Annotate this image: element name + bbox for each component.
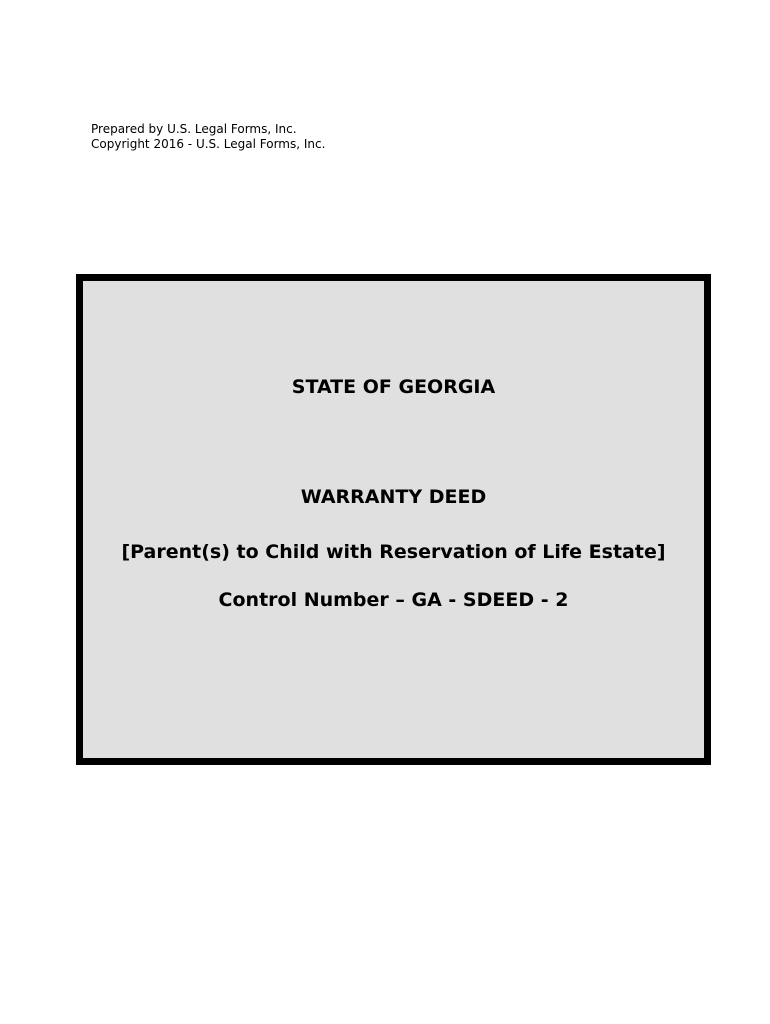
control-number: Control Number – GA - SDEED - 2 [218,589,569,611]
cover-box [76,274,711,765]
state-title: STATE OF GEORGIA [291,376,496,398]
deed-title: WARRANTY DEED [300,486,487,508]
deed-subtitle: [Parent(s) to Child with Reservation of Life Estate] [121,541,666,563]
prepared-by-text: Prepared by U.S. Legal Forms, Inc. [91,122,297,136]
copyright-text: Copyright 2016 - U.S. Legal Forms, Inc. [91,137,326,151]
preparer-header [91,122,325,152]
